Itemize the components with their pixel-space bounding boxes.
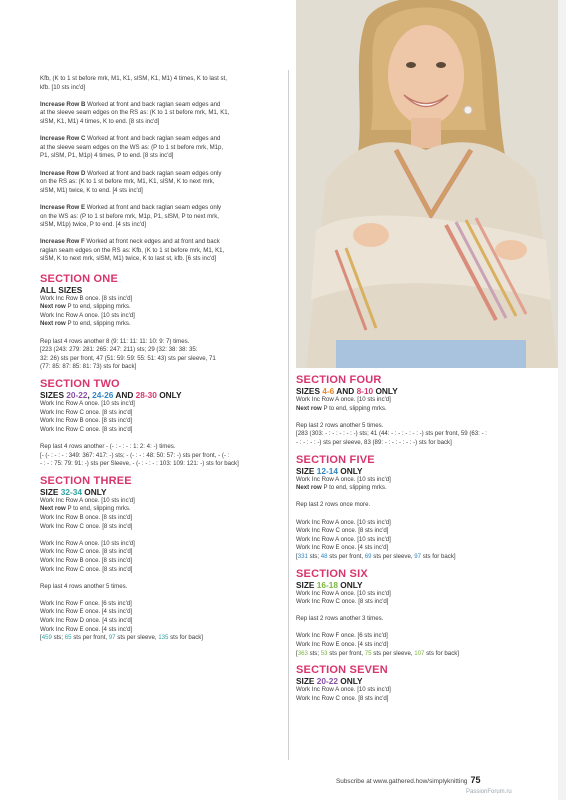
increase-row-c-text: P1, slSM, P1, M1p) 4 times, P to end. [8 sts inc'd] [40,152,174,160]
total-text: sts for back] [168,634,203,642]
sizes-prefix: SIZES [40,390,67,400]
section-heading: SECTION FIVE [296,453,375,466]
instruction-line: Work Inc Row E once. [4 sts inc'd] [296,544,389,552]
instruction-line: Work Inc Row A once. [10 sts inc'd] [40,496,135,504]
section-heading: SECTION ONE [40,272,118,285]
sleeve-sts: 69 [364,552,372,560]
front-sts: 53 [320,649,328,657]
model-photo-illustration [296,0,566,368]
instruction-line: Work Inc Row A once. [10 sts inc'd] [40,539,135,547]
repeat-line: Rep last 2 rows once more. [296,501,371,509]
sizes-suffix: ONLY [373,386,398,396]
right-column [296,374,541,703]
repeat-line: Rep last 2 rows another 3 times. [296,615,384,623]
instruction-line: Work Inc Row C once. [8 sts inc'd] [296,527,389,535]
instruction-line: Work Inc Row C once. [8 sts inc'd] [40,522,133,530]
back-sts: 107 [414,649,425,657]
increase-row-e [40,204,285,230]
section-six [296,568,541,659]
instruction-line: Work Inc Row E once. [4 sts inc'd] [296,641,389,649]
instruction-line: Work Inc Row A once. [10 sts inc'd] [296,475,391,483]
section-sizes: SIZES 20-22, 24-26 AND 28-30 ONLY [40,390,182,400]
sizes-suffix: ONLY [337,465,363,476]
section-heading: SECTION SIX [296,567,368,580]
sizes-suffix: ONLY [156,390,182,400]
increase-row-e-text: slSM, M1p) twice, P to end. [4 sts inc'd] [40,221,147,229]
size-28-30: 28-30 [135,390,157,400]
instruction-line: Work Inc Row F once. [6 sts inc'd] [296,632,388,640]
increase-row-d-text: Worked at front and back raglan seam edges only [85,169,222,177]
total-text: sts for back] [424,649,459,657]
page-number: 75 [470,775,481,785]
increase-row-b-text: at the sleeve seam edges on the RS as: (K to 1 st before mrk, M1, K1, [40,109,230,117]
instruction-line: Work Inc Row C once. [8 sts inc'd] [296,598,389,606]
stitch-total-line: (77: 85: 87: 85: 81: 73) sts for back] [40,363,137,371]
sizes-prefix: SIZE [296,676,317,687]
instruction-line: Work Inc Row C once. [8 sts inc'd] [40,548,133,556]
increase-row-b [40,101,285,127]
section-sizes [296,580,541,590]
next-row-label: Next row [40,303,66,311]
sleeve-sts: 75 [364,649,372,657]
stitch-total-line: [- (- : - : - : 349: 367: 417: -) sts; - (- : - : 48: 50: 57: -) sts per front, - (- : [40,451,230,459]
increase-row-c [40,135,285,161]
instruction-line: P to end, slipping mrks. [321,404,387,412]
subscribe-link[interactable]: Subscribe at www.gathered.how/simplyknitting [336,778,468,785]
front-sts: 48 [320,552,328,560]
repeat-line: Rep last 4 rows another - (- : - : - : 1: 2: 4: -) times. [40,442,176,450]
stitch-total-line: [223 (243: 279: 281: 265: 247: 211) sts; 29 (32: 38: 38: 35: [40,346,198,354]
stitch-total-line: - : - : 75: 79: 91: -) sts per Sleeve, - (- : - : - : 103: 109: 121: -) sts for back] [40,460,239,468]
increase-row-f-label: Increase Row F [40,238,85,246]
intro-paragraph [40,75,285,92]
instruction-line: Work Inc Row C once. [8 sts inc'd] [40,425,133,433]
watermark: PassionForum.ru [466,789,512,795]
page-edge [558,0,566,800]
instruction-line: Work Inc Row C once. [8 sts inc'd] [40,565,133,573]
stitch-total-line: 32: 26) sts per front, 47 (51: 59: 59: 55: 51: 43) sts per sleeve, 71 [40,354,216,362]
instruction-line: Work Inc Row C once. [8 sts inc'd] [296,694,389,702]
sizes-and: AND [334,386,357,396]
instruction-line: P to end, slipping mrks. [65,320,131,328]
section-three [40,475,285,643]
section-heading: SECTION SEVEN [296,664,388,677]
section-one [40,273,285,372]
sizes-suffix: ONLY [337,579,363,590]
stitch-total-line: - : - : - : -) sts per sleeve, 83 (89: - : - : - : - : -) sts for back] [296,438,452,446]
increase-row-d [40,170,285,196]
instruction-line: Work Inc Row B once. [8 sts inc'd] [40,294,133,302]
instruction-line: Work Inc Row B once. [8 sts inc'd] [40,556,133,564]
stitch-total-line: [283 (303: - : - : - : - : -) sts; 41 (44: - : - : - : - : -) sts per front, 59 (63: - : [296,430,487,438]
increase-row-e-label: Increase Row E [40,203,86,211]
instruction-line: Work Inc Row C once. [8 sts inc'd] [40,408,133,416]
sizes-prefix: SIZE [296,579,317,590]
increase-row-c-text: at the sleeve seam edges on the WS as: (P to 1 st before mrk, M1p, [40,143,224,151]
instruction-line: Work Inc Row B once. [8 sts inc'd] [40,513,133,521]
size-4-6: 4-6 [322,386,335,396]
next-row-label: Next row [40,505,66,513]
section-heading: SECTION THREE [40,474,132,487]
total-text: sts per front, [327,552,365,560]
column-divider [288,70,289,760]
sizes-prefix: SIZE [296,465,317,476]
next-row-label: Next row [296,404,322,412]
increase-row-e-text: on the WS as: (P to 1 st before mrk, M1p, P1, slSM, P to next mrk, [40,212,219,220]
instruction-line: Work Inc Row E once. [4 sts inc'd] [40,608,133,616]
instruction-line: Work Inc Row A once. [10 sts inc'd] [296,589,391,597]
sizes-and: AND [113,390,136,400]
instruction-line: Work Inc Row B once. [8 sts inc'd] [40,417,133,425]
size-8-10: 8-10 [356,386,374,396]
increase-row-b-label: Increase Row B [40,100,86,108]
instruction-line: Work Inc Row A once. [10 sts inc'd] [296,535,391,543]
instruction-line: Work Inc Row A once. [10 sts inc'd] [40,400,135,407]
increase-row-f [40,238,285,264]
total-text: sts per front, [71,634,109,642]
repeat-line: Rep last 4 rows another 5 times. [40,582,128,590]
increase-row-b-text: slSM, K1, M1) 4 times, K to end. [8 sts inc'd] [40,117,160,125]
size-16-18: 16-18 [316,579,338,590]
front-sts: 65 [64,634,72,642]
total-text: sts per front, [327,649,365,657]
size-24-26: 24-26 [92,390,114,400]
total-text: sts per sleeve, [371,649,415,657]
back-sts: 135 [158,634,169,642]
section-four [296,374,541,448]
section-sizes [40,487,285,497]
total-text: sts per sleeve, [371,552,415,560]
instruction-line: Work Inc Row A once. [10 sts inc'd] [40,311,135,319]
increase-row-d-text: on the RS as: (K to 1 st before mrk, M1, K1, slSM, K to next mrk, [40,178,215,186]
section-sizes [296,466,541,476]
intro-line: kfb. [10 sts inc'd] [40,83,86,91]
sizes-suffix: ONLY [337,676,363,687]
sizes-prefix: SIZE [40,486,61,497]
instruction-line: Work Inc Row E once. [4 sts inc'd] [40,625,133,633]
size-20-22: 20-22 [316,676,338,687]
section-five [296,454,541,562]
instruction-line: Work Inc Row A once. [10 sts inc'd] [296,518,391,526]
total-text: sts for back] [421,552,456,560]
section-sizes [296,676,541,686]
total-sts: 363 [297,649,308,657]
instruction-line: Work Inc Row A once. [10 sts inc'd] [296,686,391,694]
size-32-34: 32-34 [60,486,82,497]
stitch-total-line: [331 sts; 48 sts per front, 69 sts per sleeve, 97 sts for back] [296,552,456,560]
increase-row-e-text: Worked at front and back raglan seam edges only [85,203,222,211]
instruction-line: P to end, slipping mrks. [65,505,131,513]
total-text: sts; [307,649,321,657]
total-text: sts; [51,634,65,642]
intro-line: Kfb, (K to 1 st before mrk, M1, K1, slSM, K1, M1) 4 times, K to last st, [40,75,227,82]
section-two [40,378,285,469]
section-sizes [296,386,541,396]
stitch-total-line: [459 sts; 65 sts per front, 97 sts per sleeve, 135 sts for back] [40,634,203,642]
total-text: sts per sleeve, [115,634,159,642]
size-20-22: 20-22 [66,390,88,400]
section-seven [296,664,541,703]
instruction-line: P to end, slipping mrks. [65,303,131,311]
sizes-suffix: ONLY [81,486,107,497]
increase-row-f-text: Worked at front neck edges and at front and back [84,238,220,246]
instruction-line: Work Inc Row A once. [10 sts inc'd] [296,396,391,403]
total-text: sts; [307,552,321,560]
section-heading: SECTION FOUR [296,374,382,386]
instruction-line: P to end, slipping mrks. [321,484,387,492]
page-footer [336,775,551,785]
stitch-total-line: [363 sts; 53 sts per front, 75 sts per sleeve, 107 sts for back] [296,649,459,657]
increase-row-b-text: Worked at front and back raglan seam edges and [85,100,221,108]
repeat-line: Rep last 4 rows another 8 (9: 11: 11: 11: 10: 9: 7) times. [40,337,190,345]
section-sizes: ALL SIZES [40,284,83,295]
increase-row-c-label: Increase Row C [40,135,86,143]
total-sts: 459 [41,634,52,642]
section-heading: SECTION TWO [40,378,120,390]
increase-row-f-text: raglan seam edges on the RS as: Kfb, (K to 1 st before mrk, M1, K1, [40,246,225,254]
instruction-line: Work Inc Row D once. [4 sts inc'd] [40,617,133,625]
increase-row-d-text: slSM, M1) twice, K to end. [4 sts inc'd] [40,186,143,194]
repeat-line: Rep last 2 rows another 5 times. [296,421,384,429]
left-column [40,75,285,643]
sizes-prefix: SIZES [296,386,323,396]
instruction-line: Work Inc Row F once. [6 sts inc'd] [40,599,132,607]
sleeve-sts: 97 [108,634,116,642]
next-row-label: Next row [40,320,66,328]
next-row-label: Next row [296,484,322,492]
back-sts: 97 [414,552,422,560]
size-12-14: 12-14 [316,465,338,476]
model-photo [296,0,566,368]
total-sts: 331 [297,552,308,560]
increase-row-f-text: slSM, K to next mrk, slSM, M1) twice, K to last st, kfb. [6 sts inc'd] [40,255,217,263]
increase-row-d-label: Increase Row D [40,169,86,177]
increase-row-c-text: Worked at front and back raglan seam edges and [85,135,221,143]
